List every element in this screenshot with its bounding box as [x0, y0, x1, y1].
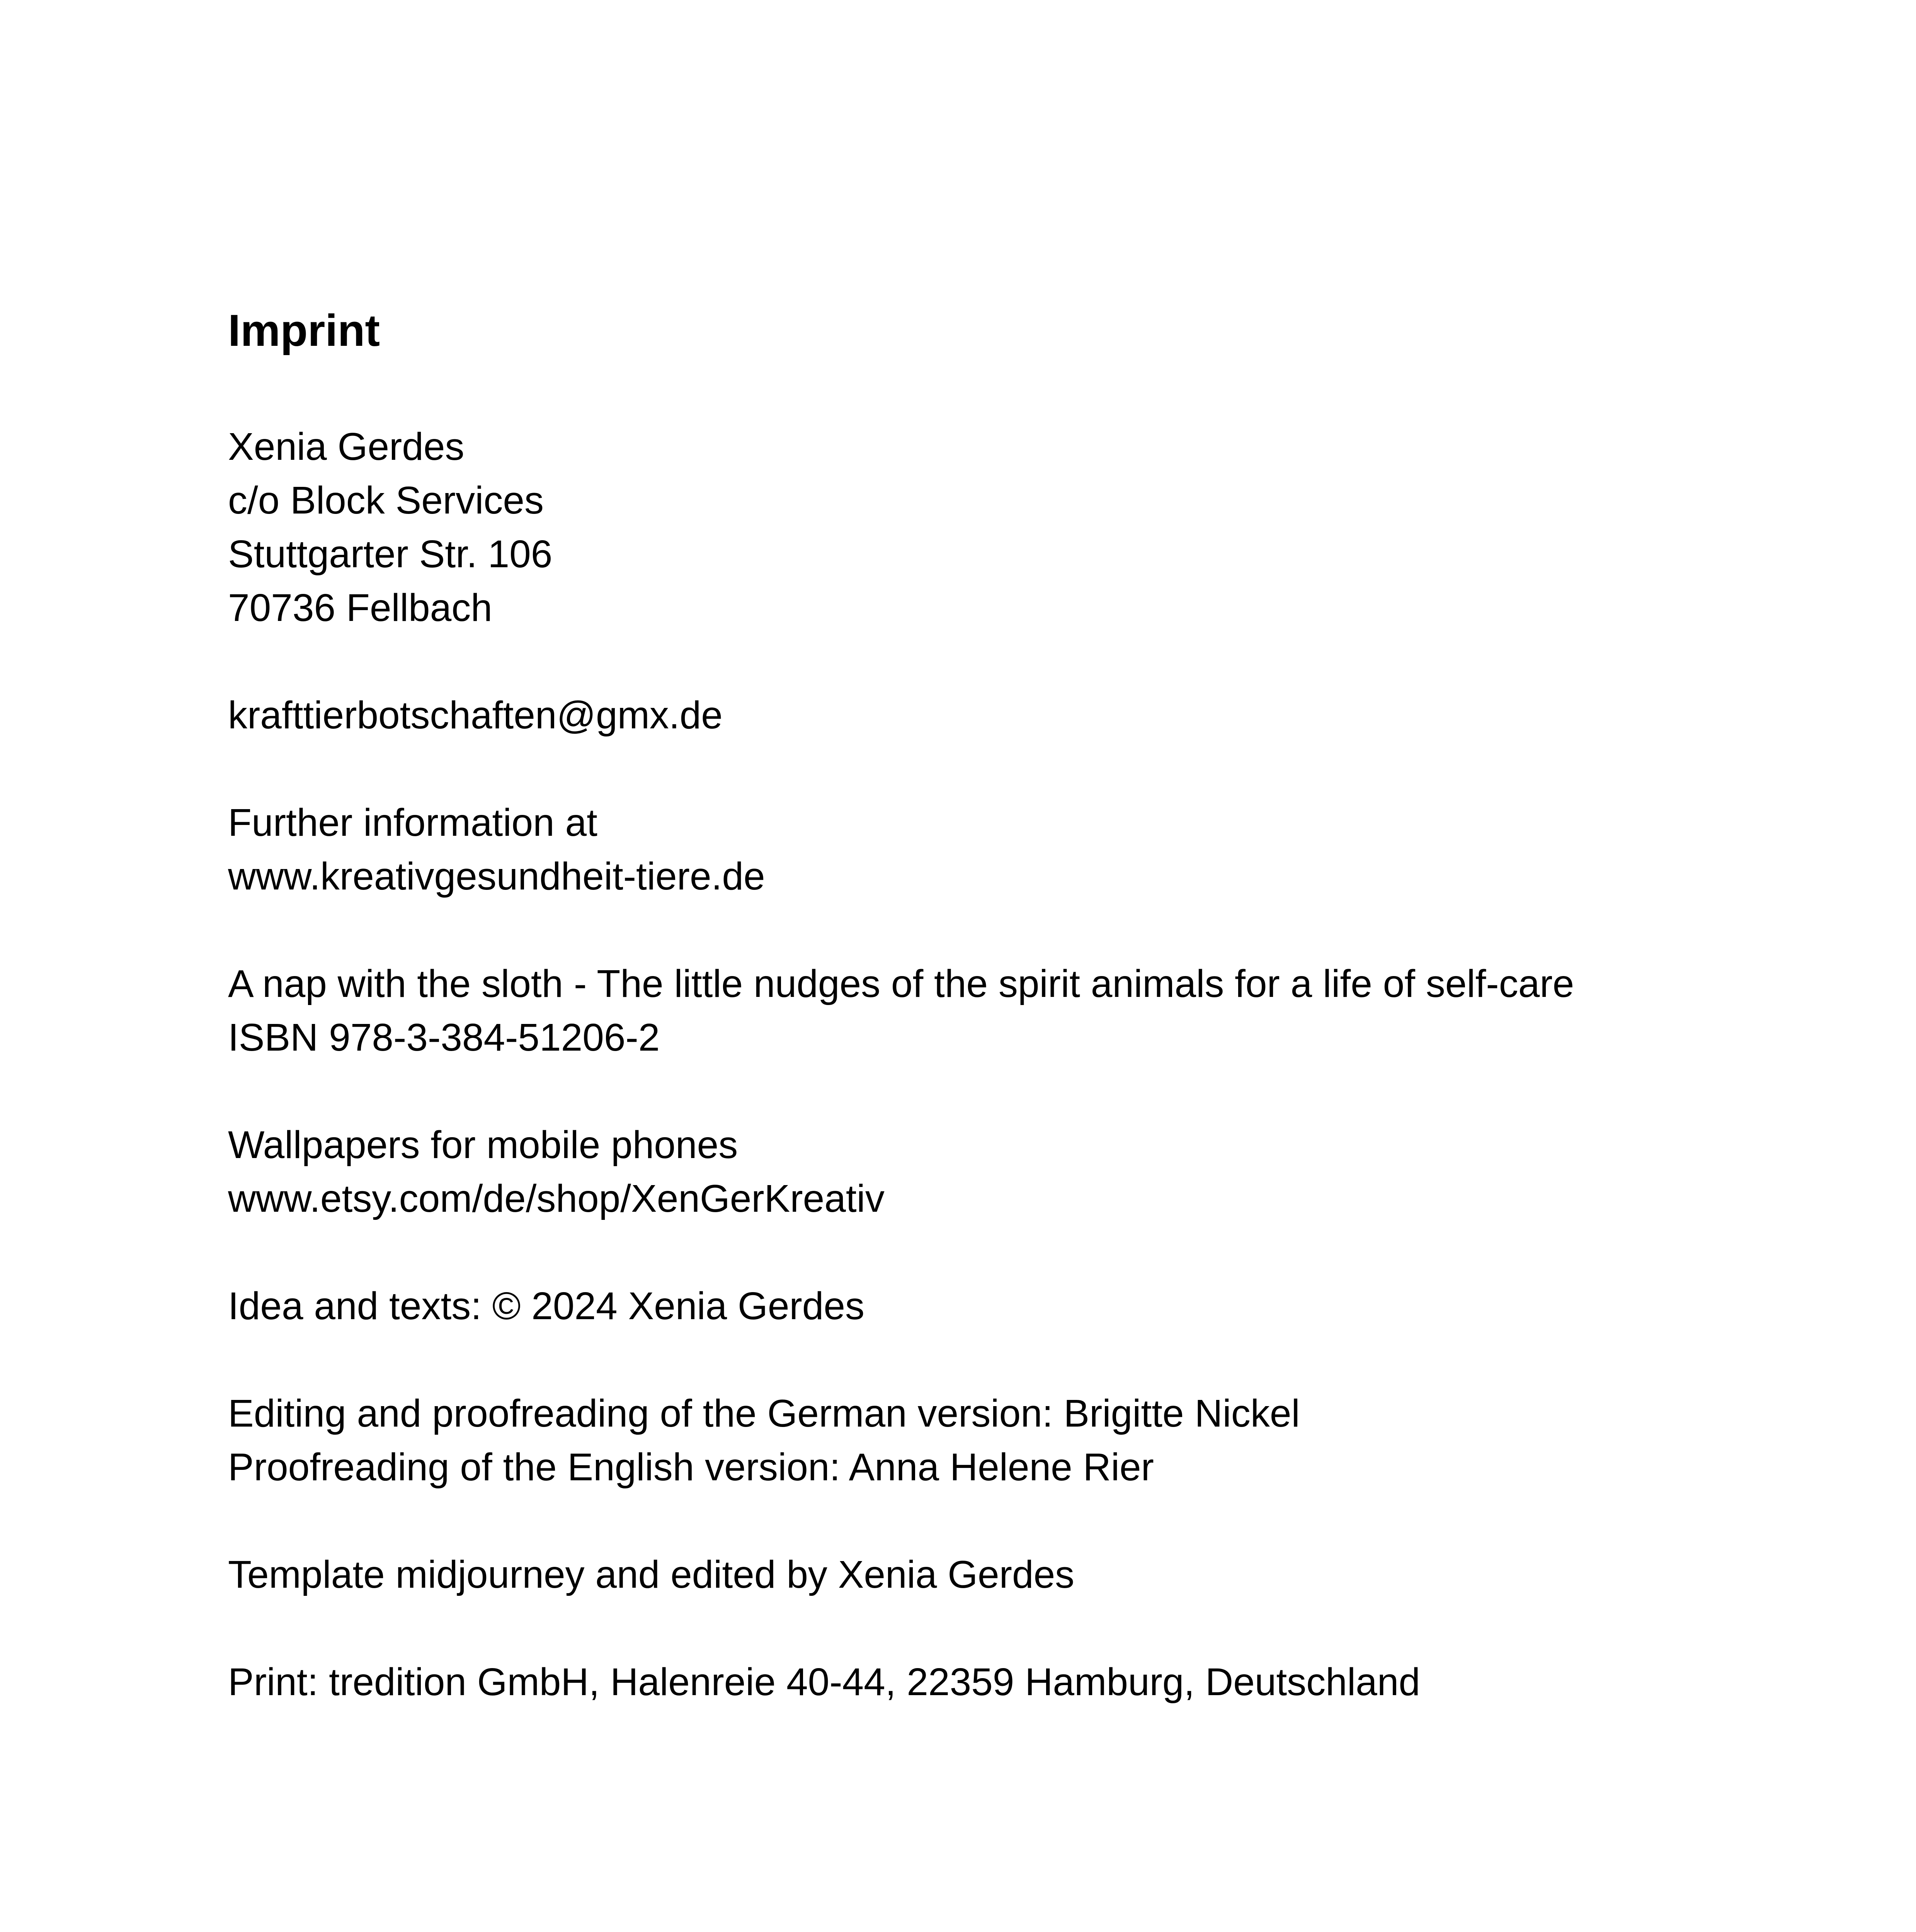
further-info-label: Further information at	[228, 801, 597, 844]
template-block	[228, 1548, 1074, 1602]
website-link[interactable]: www.kreativgesundheit-tiere.de	[228, 855, 765, 898]
page-title: Imprint	[228, 305, 380, 355]
author-name: Xenia Gerdes	[228, 425, 465, 468]
book-title: A nap with the sloth - The little nudges of the spirit animals for a life of self-care	[228, 962, 1574, 1005]
street: Stuttgarter Str. 106	[228, 532, 553, 576]
imprint-page	[228, 0, 1720, 1932]
email-block	[228, 689, 723, 742]
print-block	[228, 1655, 1420, 1709]
copyright-block	[228, 1279, 864, 1333]
city: 70736 Fellbach	[228, 586, 492, 629]
address-block	[228, 420, 552, 635]
isbn: ISBN 978-3-384-51206-2	[228, 1016, 660, 1059]
editing-german: Editing and proofreading of the German version: Brigitte Nickel	[228, 1392, 1300, 1435]
further-info-block	[228, 796, 765, 903]
print-info: Print: tredition GmbH, Halenreie 40-44, 22359 Hamburg, Deutschland	[228, 1660, 1420, 1704]
care-of: c/o Block Services	[228, 479, 544, 522]
book-block	[228, 957, 1574, 1065]
copyright: Idea and texts: © 2024 Xenia Gerdes	[228, 1284, 864, 1328]
editing-block	[228, 1387, 1300, 1494]
etsy-link[interactable]: www.etsy.com/de/shop/XenGerKreativ	[228, 1177, 885, 1220]
template-credit: Template midjourney and edited by Xenia Gerdes	[228, 1553, 1075, 1596]
proofreading-english: Proofreading of the English version: Anna Helene Rier	[228, 1446, 1154, 1489]
email-link[interactable]: krafttierbotschaften@gmx.de	[228, 694, 723, 737]
wallpapers-block	[228, 1118, 885, 1226]
wallpapers-label: Wallpapers for mobile phones	[228, 1123, 738, 1167]
